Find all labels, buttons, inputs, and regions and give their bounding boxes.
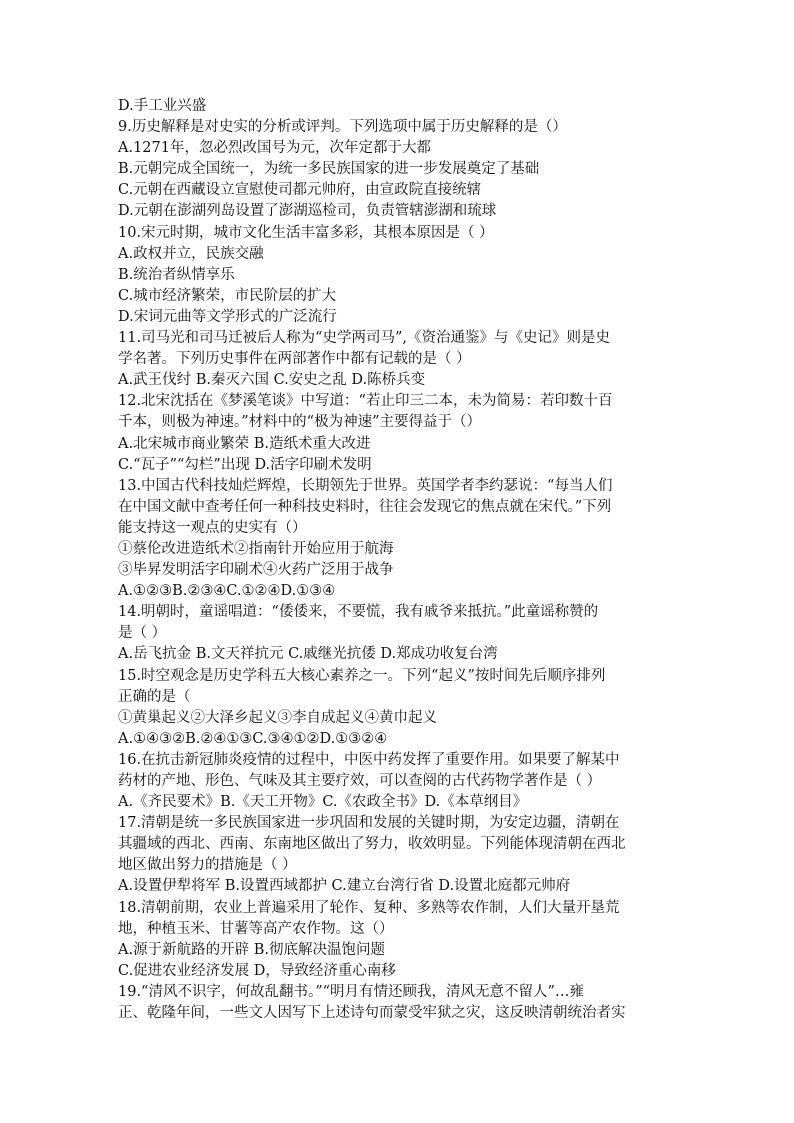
question-17-stem-cont: 地区做出努力的措施是（ ） (118, 857, 297, 874)
option-line: C.元朝在西藏设立宣慰使司都元帅府，由宣政院直接统辖 (118, 182, 482, 199)
option-line: C.城市经济繁荣，市民阶层的扩大 (118, 287, 337, 304)
question-10-stem: 10.宋元时期，城市文化生活丰富多彩，其根本原因是（ ） (118, 224, 494, 241)
statement-line: ③毕昇发明活字印刷术④火药广泛用于战争 (118, 562, 394, 579)
option-line: D.元朝在澎湖列岛设置了澎湖巡检司，负责管辖澎湖和琉球 (118, 203, 497, 220)
question-12-stem-cont: 千本，则极为神速。”材料中的“极为神速”主要得益于（） (118, 414, 481, 431)
option-line: C.促进农业经济发展 D，导致经济重心南移 (118, 962, 396, 979)
option-line: A.①④③②B.②④①③C.③④①②D.①③②④ (118, 730, 388, 747)
statement-line: ①黄巢起义②大泽乡起义③李自成起义④黄巾起义 (118, 709, 437, 726)
question-11-stem: 11.司马光和司马迁被后人称为“史学两司马”,《资治通鉴》与《史记》则是史 (118, 330, 610, 347)
option-line: B.统治者纵情享乐 (118, 266, 235, 283)
statement-line: ①蔡伦改进造纸术②指南针开始应用于航海 (118, 540, 394, 557)
option-line: A.源于新航路的开辟 B.彻底解决温饱问题 (118, 941, 385, 958)
question-14-stem-cont: 是（ ） (118, 625, 167, 642)
question-17-stem: 17.清朝是统一多民族国家进一步巩固和发展的关键时期，为安定边疆，清朝在 (118, 815, 620, 832)
question-17-stem-cont: 其疆域的西北、西南、东南地区做出了努力，收效明显。下列能体现清朝在西北 (118, 836, 626, 853)
question-13-stem: 13.中国古代科技灿烂辉煌，长期领先于世界。英国学者李约瑟说：“每当人们 (118, 477, 613, 494)
question-13-stem-cont: 能支持这一观点的史实有（） (118, 519, 307, 536)
question-16-stem-cont: 药材的产地、形色、气味及其主要疗效，可以查阅的古代药物学著作是（ ） (118, 773, 602, 789)
option-line: A.岳飞抗金 B.文天祥抗元 C.戚继光抗倭 D.郑成功收复台湾 (118, 646, 498, 663)
question-14-stem: 14.明朝时，童谣唱道：“倭倭来，不要慌，我有戚爷来抵抗。”此童谣称赞的 (118, 604, 599, 621)
question-15-stem-cont: 正确的是（ (118, 688, 191, 705)
question-13-stem-cont: 在中国文献中查考任何一种科技史料时，往往会发现它的焦点就在宋代。”下列 (118, 498, 612, 515)
option-line: A.设置伊犁将军 B.设置西域都护 C.建立台湾行省 D.设置北庭都元帅府 (118, 878, 571, 895)
question-18-stem-cont: 地，种植玉米、甘薯等高产农作物。这（） (118, 920, 394, 937)
question-19-stem-cont: 正、乾隆年间，一些文人因写下上述诗句而蒙受牢狱之灾，这反映清朝统治者实 (118, 1005, 626, 1022)
option-line: B.元朝完成全国统一，为统一多民族国家的进一步发展奠定了基础 (118, 161, 540, 178)
option-line: A.北宋城市商业繁荣 B.造纸术重大改进 (118, 435, 371, 452)
question-11-stem-cont: 学名著。下列历史事件在两部著作中都有记载的是（ ） (118, 351, 471, 368)
option-line: A.《齐民要术》B.《天工开物》C.《农政全书》D.《本草纲目》 (118, 794, 528, 811)
question-15-stem: 15.时空观念是历史学科五大核心素养之一。下列“起义”按时间先后顺序排列 (118, 667, 606, 684)
option-line: A.武王伐纣 B.秦灭六国 C.安史之乱 D.陈桥兵变 (118, 372, 426, 389)
option-line: A.①②③B.②③④C.①②④D.①③④ (118, 583, 336, 600)
option-line: A.政权并立，民族交融 (118, 245, 264, 262)
option-line: A.1271年，忽必烈改国号为元，次年定都于大都 (118, 140, 431, 157)
question-16-stem: 16.在抗击新冠肺炎疫情的过程中，中医中药发挥了重要作用。如果要了解某中 (118, 751, 620, 768)
document-body (118, 96, 688, 1024)
option-line: C.“瓦子”“勾栏”出现 D.活字印刷术发明 (118, 456, 372, 473)
option-line: D.手工业兴盛 (118, 98, 207, 114)
question-9-stem: 9.历史解释是对史实的分析或评判。下列选项中属于历史解释的是（） (118, 119, 567, 136)
question-12-stem: 12.北宋沈括在《梦溪笔谈》中写道：“若止印三二本，未为简易：若印数十百 (118, 393, 613, 410)
question-19-stem: 19.“清风不识字，何故乱翻书。”“明月有情还顾我，清风无意不留人”…雍 (118, 983, 584, 1000)
option-line: D.宋词元曲等文学形式的广泛流行 (118, 308, 337, 325)
question-18-stem: 18.清朝前期，农业上普遍采用了轮作、复种、多熟等农作制，人们大量开垦荒 (118, 899, 620, 916)
